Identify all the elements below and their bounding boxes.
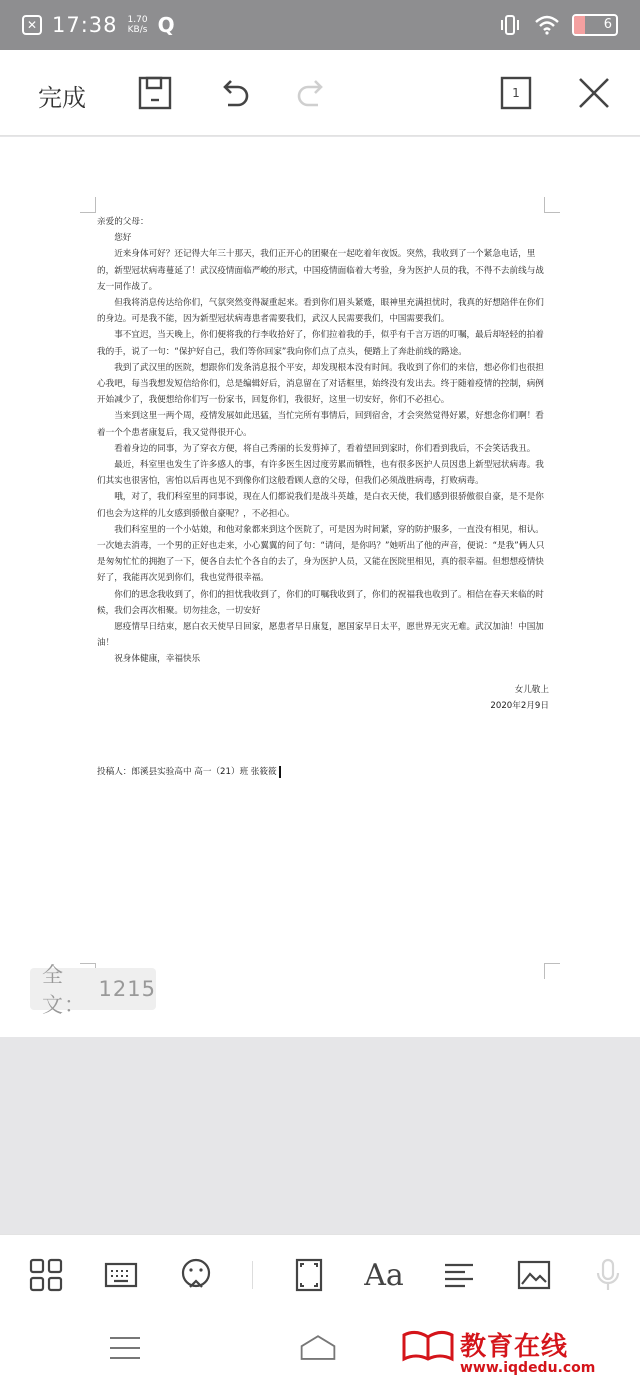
signature: 女儿敬上 [514, 684, 549, 695]
text-cursor [279, 766, 281, 778]
paragraph: 你们的思念我收到了，你们的担忧我收到了，你们的叮嘱我收到了，你们的祝福我也收到了。相信在春天来临的时候，我们会再次相聚。切勿挂念，一切安好 [97, 589, 544, 616]
microphone-icon[interactable] [588, 1255, 628, 1295]
watermark-url: www.iqdedu.com [460, 1360, 596, 1376]
vibrate-icon [498, 14, 522, 36]
network-speed-value: 1.70 [127, 15, 148, 25]
done-button[interactable]: 完成 [38, 84, 86, 112]
paragraph: 事不宜迟，当天晚上，你们便将我的行李收拾好了，你们拉着我的手，似乎有千言万语的叮嘱，最后却轻轻的拍着我的手，说了一句：“保护好自己，我们等你回家”我向你们点了点头，便踏上了奔赴前线的路途。 [97, 330, 544, 357]
word-count-value: 1215 [98, 977, 156, 1001]
fullscreen-icon[interactable] [289, 1255, 329, 1295]
apps-grid-icon[interactable] [26, 1255, 66, 1295]
bottom-toolbar [0, 1234, 640, 1312]
watermark-brand: 教育在线 [460, 1332, 569, 1362]
page-number-button[interactable] [494, 71, 538, 115]
network-speed-unit: KB/s [127, 25, 148, 35]
emoji-icon[interactable] [176, 1255, 216, 1295]
margin-corner-top-right [544, 197, 560, 213]
paragraph: 看着身边的同事，为了穿衣方便，将自己秀丽的长发剪掉了，看着望回到家时，你们看到我后，不会笑话我丑。 [114, 443, 536, 454]
font-style-icon[interactable]: Aa [364, 1257, 404, 1293]
paragraph: 近来身体可好？还记得大年三十那天，我们正开心的团聚在一起吃着年夜饭。突然，我收到了一个紧急电话，里的，新型冠状病毒蔓延了！武汉疫情面临严峻的形式，中国疫情面临着大考验，身为医护人员的我，不得不去前线与战友一同作战了。 [97, 249, 544, 292]
paragraph: 哦，对了，我们科室里的同事说，现在人们都说我们是战斗英雄，是白衣天使，我们感到很骄傲很自豪，是不是你们也会为这样的儿女感到骄傲自豪呢？，不必担心。 [97, 492, 544, 519]
battery-icon [572, 14, 618, 36]
battery-fill [574, 16, 585, 34]
greeting: 您好 [114, 233, 132, 244]
word-count-badge [30, 963, 156, 1017]
salutation: 亲爱的父母： [97, 217, 149, 227]
letter-date: 2020年2月9日 [490, 700, 549, 711]
keyboard-icon[interactable] [101, 1255, 141, 1295]
insert-image-icon[interactable] [514, 1255, 554, 1295]
margin-corner-bottom-right [544, 963, 560, 979]
undo-icon[interactable] [212, 71, 256, 115]
notification-close-icon: ✕ [22, 15, 42, 35]
document-body[interactable] [97, 214, 549, 780]
system-nav-bar [0, 1312, 640, 1386]
book-logo-icon [400, 1327, 456, 1363]
paragraph: 愿疫情早日结束，愿白衣天使早日回家，愿患者早日康复，愿国家早日太平，愿世界无灾无难。武汉加油！中国加油！ [97, 622, 544, 649]
save-icon[interactable] [133, 71, 177, 115]
author-line [97, 764, 549, 780]
page-number: 1 [512, 86, 520, 100]
word-count-label: 全文： [42, 963, 86, 1017]
home-icon[interactable] [298, 1330, 338, 1366]
battery-level: 6 [603, 17, 612, 32]
document-page[interactable] [0, 137, 640, 1037]
toolbar-divider [252, 1261, 253, 1289]
app-notification-icon: Q [157, 13, 175, 37]
status-time: 17:38 [52, 13, 118, 37]
paragraph: 我们科室里的一个小姑娘，和他对象都来到这个医院了，可是因为时间紧，穿的防护服多，一直没有相见，相认。一次她去消毒，一个男的正好也走来，小心翼翼的问了句：“请问，是你吗？”她听出了他的声音，便说：“是我”俩人只是匆匆忙忙的拥抱了一下，便各自去忙个各自的去了，身为医护人员，又能在医院里相见，真的很幸福。但想想疫情快好了，我能再次见到你们，我也觉得很幸福。 [97, 524, 545, 584]
close-icon[interactable] [572, 71, 616, 115]
paragraph: 但我将消息传达给你们，气氛突然变得凝重起来。看到你们眉头紧蹙，眼神里充满担忧时，我真的好想陪伴在你们的身边。可是我不能，因为新型冠状病毒患者需要我们，武汉人民需要我们，中国需要我们。 [97, 298, 544, 325]
wifi-icon [534, 14, 560, 36]
redo-icon[interactable] [290, 71, 334, 115]
paragraph: 我到了武汉里的医院，想跟你们发条消息报个平安，却发现根本没有时间。我收到了你们的来信，想必你们也很担心我吧，每当我想发短信给你们，总是编辑好后，消息留在了对话框里，始终没有发出去。终于随着疫情的控制，病例开始减少了，我便想给你们写一份家书，回复你们，我很好，这里一切安好，你们不必担心。 [97, 362, 544, 406]
status-bar [0, 0, 640, 50]
author-text: 投稿人：郎溪县实验高中 高一（21）班 张筱筱 [97, 767, 277, 778]
network-speed [128, 15, 148, 35]
paragraph: 当来到这里一两个周，疫情发展如此迅猛，当忙完所有事情后，回到宿舍，才会突然觉得好累，好想念你们啊！看着一个个患者康复后，我又觉得很开心。 [97, 411, 544, 438]
blank-space [97, 714, 549, 764]
watermark-logo [400, 1326, 596, 1376]
margin-corner-top-left [80, 197, 96, 213]
closing-wish: 祝身体健康，幸福快乐 [114, 654, 201, 665]
editor-toolbar [0, 50, 640, 136]
paragraph-align-icon[interactable] [439, 1255, 479, 1295]
menu-icon[interactable] [105, 1330, 145, 1366]
paragraph: 最近，科室里也发生了许多感人的事，有许多医生因过度劳累而牺牲，也有很多医护人员因患上新型冠状病毒。我们其实也很害怕，害怕以后再也见不到像你们这般看顾人意的父母，但我们必须战胜病毒，打败病毒。 [97, 460, 544, 487]
